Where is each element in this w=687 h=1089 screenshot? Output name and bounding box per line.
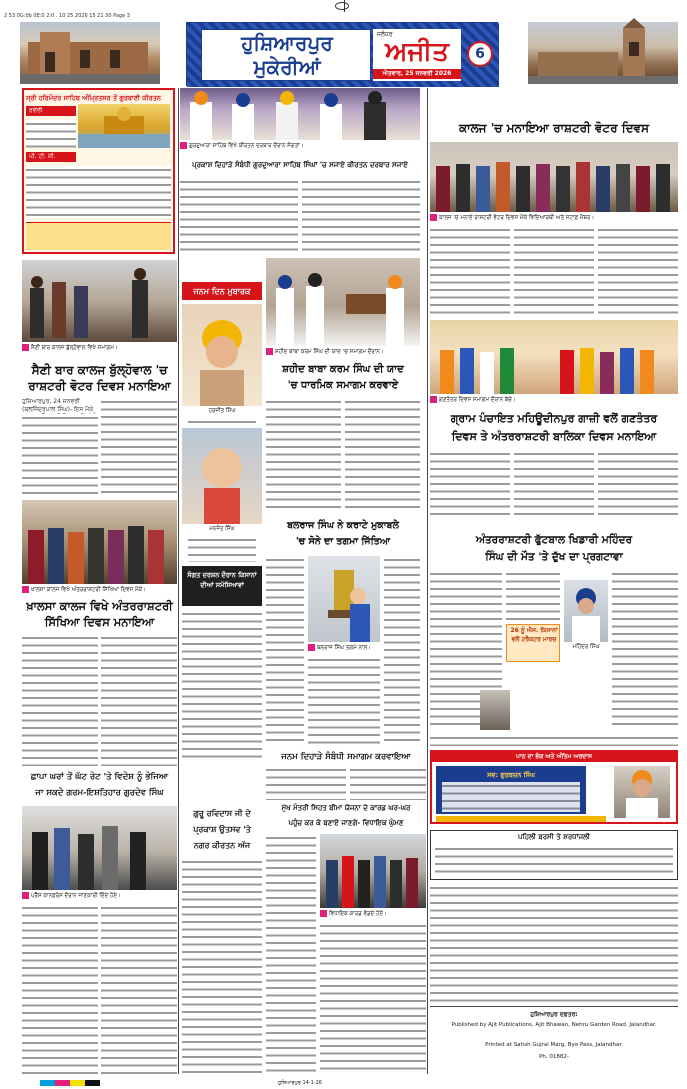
football-body-3: [612, 570, 678, 730]
balraj-body-3: [384, 556, 420, 746]
shaheed-body-1: [266, 398, 341, 510]
khalsa-headline-2: ਸਿੱਖਿਆ ਦਿਵਸ ਮਨਾਇਆ: [44, 615, 155, 629]
masthead-left-photo: [20, 22, 160, 84]
shaheed-baba-caption: ਸ਼ਹੀਦ ਬਾਬਾ ਕਰਮ ਸਿੰਘ ਦੀ ਯਾਦ 'ਚ ਸਮਾਗਮ ਦੌਰਾਨ।: [266, 348, 420, 357]
antim-ardas-text: [442, 782, 580, 812]
gram-body-1: [430, 450, 510, 520]
antim-ardas-portrait: [614, 766, 670, 818]
antim-ardas-footer: [436, 816, 606, 822]
masthead-date: ਐਤਵਾਰ, 25 ਜਨਵਰੀ 2026: [373, 69, 461, 79]
football-headline-2: ਸਿੰਘ ਦੀ ਮੌਤ 'ਤੇ ਦੁੱਖ ਦਾ ਪ੍ਰਗਟਾਵਾ: [485, 551, 623, 563]
page-footer: ਹੁਸ਼ਿਆਰਪੁਰ 14-1-26: [278, 1080, 322, 1086]
bullet-icon: [180, 142, 187, 149]
small-portrait-photo: [480, 690, 510, 730]
janam-body-2: [350, 766, 426, 800]
district-body: [430, 734, 678, 746]
masthead-brand-box: [373, 29, 461, 81]
gram-panchayat-headline-1: ਗ੍ਰਾਮ ਪੰਚਾਇਤ ਮਹਿਊਦੀਨਪੁਰ ਗਾਜ਼ੀ ਵਲੋਂ ਗਣਤੰਤਰ: [450, 412, 658, 425]
balraj-caption: ਬਲਰਾਜ ਸਿੰਘ ਤਗਮੇ ਨਾਲ।: [308, 644, 380, 653]
side-box: [182, 566, 262, 606]
janam-dihara-headline: ਜਨਮ ਦਿਹਾੜੇ ਸੰਬੰਧੀ ਸਮਾਗਮ ਕਰਵਾਇਆ: [281, 752, 411, 762]
chhapa-headline-1: ਛਾਪਾ ਘਰਾਂ ਤੋਂ ਘੱਟ ਰੇਟ 'ਤੇ ਵਿਦੇਸ਼ ਨੂੰ ਭੇਜਿਆ: [30, 772, 169, 782]
footer-printer: Printed at Satish Gujral Marg, Bye Pass, Jalandhar.: [485, 1042, 623, 1048]
birthday-name-1: ਹਰਜੀਤ ਸਿੰਘ: [208, 408, 236, 414]
masthead-title-box: [201, 29, 371, 81]
barsi-box: [430, 830, 678, 880]
footer-phone: Ph. 01882-: [539, 1054, 569, 1060]
ad-text-1: [26, 120, 76, 148]
saini-bar-photo: [22, 260, 177, 342]
bullet-icon: [430, 214, 437, 221]
page-number: 6: [475, 46, 485, 62]
students-illustration: [22, 260, 177, 342]
shaheed-baba-photo: [266, 258, 420, 346]
side-box-body: [182, 610, 262, 760]
balraj-headline-1: ਬਲਰਾਜ ਸਿੰਘ ਨੇ ਕਰਾਟੇ ਮੁਕਾਬਲੇ: [287, 520, 399, 531]
barsi-header: ਪਹਿਲੀ ਬਰਸੀ ਤੇ ਸ਼ਰਧਾਂਜਲੀ: [518, 833, 590, 841]
religious-gathering-illustration: [266, 258, 420, 346]
page-number-badge: [467, 41, 493, 67]
elder-portrait-illustration: [614, 766, 670, 818]
masthead-right-photo: [528, 22, 678, 84]
saini-bar-text-lead: ਹੁਸ਼ਿਆਰਪੁਰ, 24 ਜਨਵਰੀ (ਬਲਜਿੰਦਰਪਾਲ ਸਿੰਘ)- ਇਸ ਮੌਕੇ: [22, 398, 94, 413]
kirtan-caption: ਗੁਰਦੁਆਰਾ ਸਾਹਿਬ ਵਿਖੇ ਕੀਰਤਨ ਦਰਬਾਰ ਦੌਰਾਨ ਸੰਗਤਾਂ।: [180, 142, 420, 151]
voter-day-photo: [430, 142, 678, 212]
cm-yojana-body-2: [320, 922, 426, 1074]
group-illustration: [22, 500, 177, 584]
gram-panchayat-headline-2: ਦਿਵਸ ਤੇ ਅੰਤਰਰਾਸ਼ਟਰੀ ਬਾਲਿਕਾ ਦਿਵਸ ਮਨਾਇਆ: [451, 430, 657, 443]
children-illustration: [430, 320, 678, 394]
cm-yojana-caption: ਵਿਧਾਇਕ ਕਾਰਡ ਵੰਡਦੇ ਹੋਏ।: [320, 910, 426, 919]
saini-bar-headline-1: ਸੈਣੀ ਬਾਰ ਕਾਲਜ ਬੁੱਲ੍ਹੋਵਾਲ 'ਚ: [31, 363, 168, 377]
gram-body-3: [598, 450, 678, 520]
janam-body-1: [266, 766, 346, 800]
shaheed-baba-headline-2: 'ਚ ਧਾਰਮਿਕ ਸਮਾਗਮ ਕਰਵਾਏ: [287, 380, 399, 391]
shaheed-baba-headline-1: ਸ਼ਹੀਦ ਬਾਬਾ ਕਰਮ ਸਿੰਘ ਦੀ ਯਾਦ: [282, 364, 404, 375]
antim-ardas-box: [430, 750, 678, 824]
footer-office: ਹੁਸ਼ਿਆਰਪੁਰ ਦਫ਼ਤਰ:: [530, 1011, 578, 1018]
ad-label-1: ਰਵੇਲੀ: [26, 106, 76, 116]
antim-ardas-panel: [436, 766, 586, 814]
ad-label-2: ਪੀ. ਟੀ. ਸੀ.: [26, 152, 76, 162]
barsi-text: [435, 845, 673, 877]
voter-body-2: [514, 226, 594, 316]
ravidas-headline-3: ਨਗਰ ਕੀਰਤਨ ਅੱਜ: [193, 840, 251, 850]
voter-day-caption: ਕਾਲਜ 'ਚ ਮਨਾਏ ਰਾਸ਼ਟਰੀ ਵੋਟਰ ਦਿਵਸ ਮੌਕੇ ਵਿਦਿਆਰਥੀ ਅਤੇ ਸਟਾਫ਼ ਮੈਂਬਰ।: [430, 214, 678, 223]
voter-body-3: [598, 226, 678, 316]
district-box-headline: 26 ਨੂੰ ਐਸ. ਕਿਸਾਨਾਂ ਵਲੋਂ ਟਰੈਕਟਰ ਮਾਰਚ: [510, 627, 558, 643]
press-conference-illustration: [22, 806, 177, 890]
cm-yojana-headline-1: ਮੁੱਖ ਮੰਤਰੀ ਸਿਹਤ ਬੀਮਾ ਯੋਜਨਾ ਦੇ ਕਾਰਡ ਘਰ-ਘਰ: [281, 803, 411, 812]
balraj-body-2: [308, 656, 380, 746]
shaheed-body-2: [345, 398, 420, 510]
ad-footer-strip: [26, 222, 171, 250]
khalsa-body-2: [101, 634, 177, 766]
bottom-strip: [0, 1078, 687, 1089]
golden-temple-icon: [78, 104, 170, 148]
file-info: 2 53 0G:0b 0E:0 2:0 . 10 25 2026 15 21 30 Page 3: [4, 13, 130, 19]
monument-illustration: [528, 22, 678, 84]
kirtan-body-1: [180, 178, 298, 254]
gram-panchayat-caption: ਗਣਤੰਤਰ ਦਿਵਸ ਸਮਾਗਮ ਦੌਰਾਨ ਬੱਚੇ।: [430, 396, 678, 405]
birthday-name-2: ਮਨਜੋਤ ਸਿੰਘ: [209, 526, 235, 532]
kirtan-illustration: [180, 88, 420, 140]
football-body-2: [506, 570, 560, 620]
column-rule: [427, 88, 428, 1074]
balraj-headline-2: 'ਚ ਸੋਨੇ ਦਾ ਤਗਮਾ ਜਿੱਤਿਆ: [295, 536, 391, 547]
voter-body-1: [430, 226, 510, 316]
masthead-brand: ਅਜੀਤ: [385, 37, 449, 67]
birthday-details-2: [188, 536, 256, 562]
antim-ardas-name: ਸਵ: ਗੁਰਬਚਨ ਸਿੰਘ: [487, 771, 535, 779]
column-rule: [178, 88, 179, 1074]
cm-yojana-photo: [320, 834, 426, 908]
saini-bar-body-2: [101, 398, 177, 494]
ravidas-headline-1: ਗੁਰੂ ਰਵਿਦਾਸ ਜੀ ਦੇ: [193, 808, 251, 818]
trophy-illustration: [308, 556, 380, 642]
birthday-banner: [182, 282, 262, 300]
ravidas-headline-2: ਪ੍ਰਕਾਸ਼ ਉਤਸਵ 'ਤੇ: [193, 824, 251, 834]
bullet-icon: [320, 910, 327, 917]
khalsa-college-caption: ਖ਼ਾਲਸਾ ਕਾਲਜ ਵਿਖੇ ਅੰਤਰਰਾਸ਼ਟਰੀ ਸਿੱਖਿਆ ਦਿਵਸ ਮੌਕੇ।: [22, 586, 177, 595]
child-illustration-1: [182, 304, 262, 406]
ad-box: [22, 88, 175, 254]
chhapa-body-2: [101, 904, 177, 1074]
cm-yojana-headline-2: ਪਹੁੰਚ ਕਰ ਕੇ ਬਣਾਏ ਜਾਣਗੇ- ਵਿਧਾਇਕ ਘੁੰਮਣ: [288, 818, 404, 827]
birthday-banner-text: ਜਨਮ ਦਿਨ ਮੁਬਾਰਕ: [193, 286, 251, 296]
birthday-details-1: [188, 418, 256, 426]
golden-temple-photo: [78, 104, 170, 148]
saini-bar-body-1: [22, 414, 98, 494]
kirtan-photo: [180, 88, 420, 140]
chhapa-headline-2: ਜਾ ਸਕਦੇ ਗਰਮ-ਇਸ਼ਤਿਹਾਰ ਗੁਰਦੇਵ ਸਿੰਘ: [35, 788, 164, 798]
masthead-title-line2: ਮੁਕੇਰੀਆਂ: [253, 55, 321, 79]
footer-publisher: Published by Ajit Publications, Ajit Bhawan, Nehru Garden Road, Jalandhar.: [451, 1022, 657, 1028]
saini-bar-headline-2: ਰਾਸ਼ਟਰੀ ਵੋਟਰ ਦਿਵਸ ਮਨਾਇਆ: [28, 379, 171, 393]
birthday-photo-2: [182, 428, 262, 524]
side-box-headline: ਸੰਗਤ ਦਰਸ਼ਨ ਦੌਰਾਨ ਕਿਸਾਨਾਂ ਦੀਆਂ ਸਮੱਸਿਆਵਾਂ: [187, 571, 257, 589]
ravidas-body: [182, 858, 262, 1074]
bullet-icon: [22, 586, 29, 593]
birthday-photo-1: [182, 304, 262, 406]
ad-title: ਸ੍ਰੀ ਹਰਿਮੰਦਰ ਸਾਹਿਬ ਅੰਮ੍ਰਿਤਸਰ ਤੋਂ ਗੁਰਬਾਣੀ ਕੀਰਤਨ: [26, 94, 161, 102]
masthead-title-line1: ਹੁਸ਼ਿਆਰਪੁਰ: [241, 31, 333, 55]
gram-body-2: [514, 450, 594, 520]
chhapa-caption: ਪ੍ਰੈੱਸ ਕਾਨਫ਼ਰੰਸ ਦੌਰਾਨ ਜਾਣਕਾਰੀ ਦਿੰਦੇ ਹੋਏ।: [22, 892, 177, 901]
voter-day-headline: ਕਾਲਜ 'ਚ ਮਨਾਇਆ ਰਾਸ਼ਟਰੀ ਵੋਟਰ ਦਿਵਸ: [458, 121, 650, 135]
child-illustration-2: [182, 428, 262, 524]
footer-imprint: [430, 1006, 678, 1076]
card-distribution-illustration: [320, 834, 426, 908]
kirtan-body-2: [302, 178, 420, 254]
bullet-icon: [266, 348, 273, 355]
voter-day-illustration: [430, 142, 678, 212]
chhapa-body-1: [22, 904, 98, 1074]
ad-text-2: [26, 166, 171, 218]
bullet-icon: [22, 344, 29, 351]
football-photo-label: ਮਹਿੰਦਰ ਸਿੰਘ: [572, 644, 600, 650]
masthead-city: ਜਲੰਧਰ: [377, 31, 393, 38]
bullet-icon: [22, 892, 29, 899]
building-illustration: [20, 22, 160, 84]
kirtan-headline: ਪ੍ਰਕਾਸ਼ ਦਿਹਾੜੇ ਸੰਬੰਧੀ ਗੁਰਦੁਆਰਾ ਸਾਹਿਬ ਸਿੰਘਾਂ 'ਚ ਸਜਾਏ ਕੀਰਤਨ ਦਰਬਾਰ ਸਜਾਏ: [192, 160, 408, 169]
balraj-photo: [308, 556, 380, 642]
color-bar: [40, 1080, 100, 1086]
football-headline-1: ਅੰਤਰਰਾਸ਼ਟਰੀ ਫੁੱਟਬਾਲ ਖਿਡਾਰੀ ਮਹਿੰਦਰ: [475, 534, 633, 546]
cm-yojana-body-1: [266, 834, 316, 1074]
bullet-icon: [430, 396, 437, 403]
district-box: [506, 624, 560, 662]
balraj-body-1: [266, 556, 304, 746]
bullet-icon: [308, 644, 315, 651]
right-lower-body: [430, 884, 678, 1002]
khalsa-headline-1: ਖ਼ਾਲਸਾ ਕਾਲਜ ਵਿਖੇ ਅੰਤਰਰਾਸ਼ਟਰੀ: [26, 599, 173, 613]
chhapa-photo: [22, 806, 177, 890]
registration-bar: [0, 0, 687, 12]
antim-ardas-header: ਪਾਠ ਦਾ ਭੋਗ ਅਤੇ ਅੰਤਿਮ ਅਰਦਾਸ: [432, 752, 676, 762]
khalsa-body-1: [22, 634, 98, 766]
portrait-illustration: [564, 580, 608, 642]
gram-panchayat-photo: [430, 320, 678, 394]
saini-bar-caption: ਸੈਣੀ ਬਾਰ ਕਾਲਜ ਬੁੱਲ੍ਹੋਵਾਲ ਵਿਖੇ ਸਮਾਗਮ।: [22, 344, 177, 360]
khalsa-college-photo: [22, 500, 177, 584]
football-player-photo: [564, 580, 608, 642]
masthead-banner: [186, 22, 498, 86]
